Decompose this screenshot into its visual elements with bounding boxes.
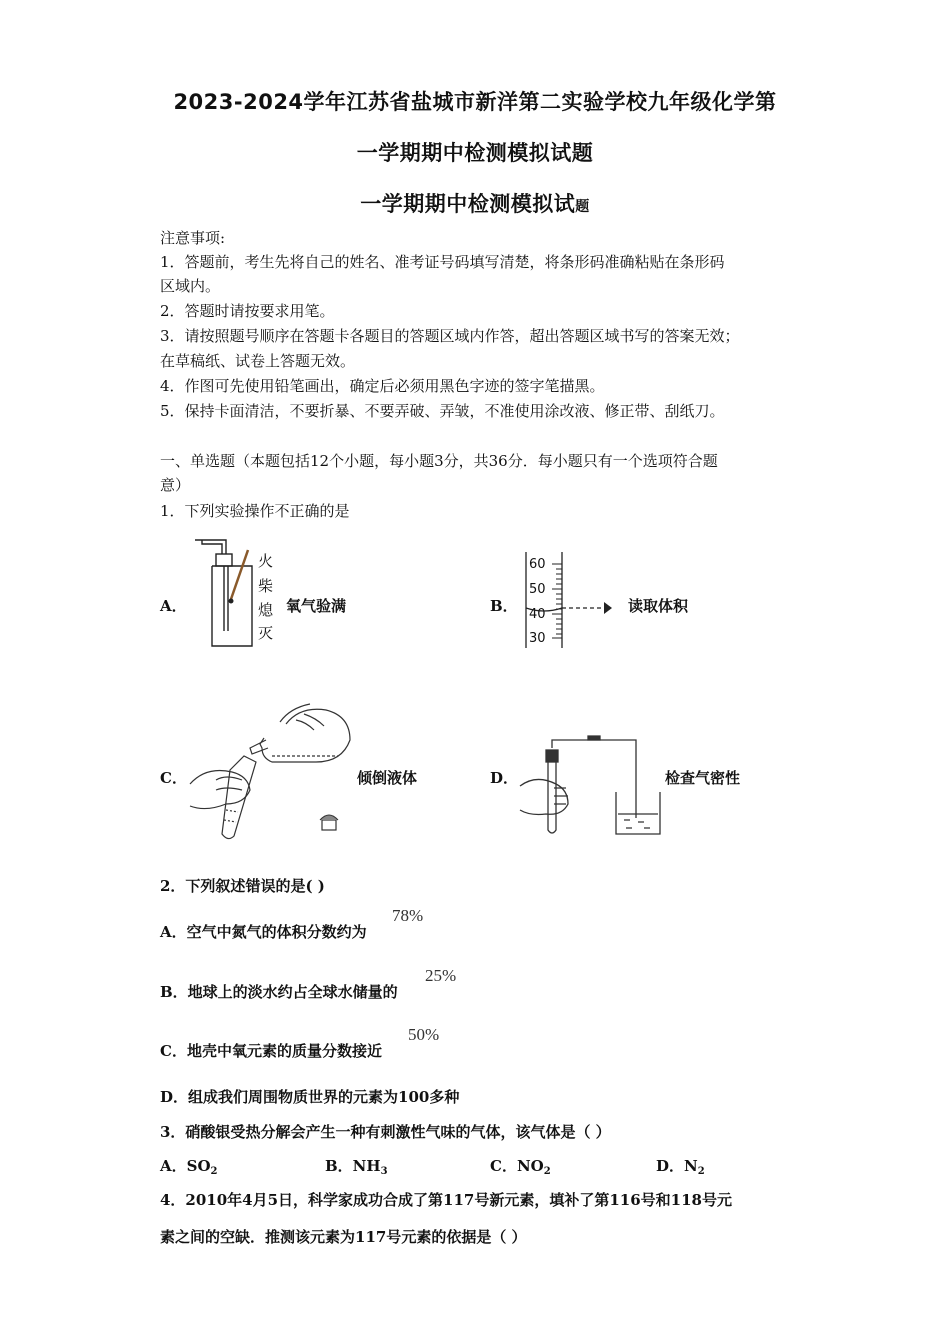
- stopper-icon: [322, 820, 336, 830]
- tick-label: 30: [529, 631, 546, 646]
- q2-option: B．地球上的淡水约占全球水储量的: [160, 983, 398, 1001]
- match-tip-icon: [229, 599, 234, 604]
- notes-item: 5．保持卡面清洁，不要折暴、不要弄破、弄皱，不准使用涂改液、修正带、刮纸刀。: [160, 402, 725, 420]
- page-title-line-3: [0, 188, 950, 218]
- svg-text:60 50 40 30: [529, 557, 550, 646]
- q2-option: C．地壳中氧元素的质量分数接近: [160, 1042, 382, 1060]
- fig-text: 熄: [258, 601, 274, 619]
- q1-option-c-label: 倾倒液体: [357, 769, 418, 787]
- page-title-line-3-small: 题: [575, 199, 590, 215]
- q3-stem: 3．硝酸银受热分解会产生一种有刺激性气味的气体，该气体是（ ）: [160, 1123, 611, 1141]
- q3-option-subscript: 3: [380, 1166, 388, 1177]
- fig-text: 柴: [258, 577, 274, 595]
- tick-label: 50: [529, 582, 546, 597]
- q1-option-b-label: 读取体积: [628, 597, 689, 615]
- fig-text: 灭: [258, 624, 274, 642]
- q2-option-value: 78%: [392, 906, 424, 925]
- section-heading-cont: 意）: [160, 476, 191, 494]
- page-title-line-2: 一学期期中检测模拟试题: [356, 141, 594, 165]
- notes-item: 2．答题时请按要求用笔。: [160, 302, 335, 320]
- q3-option-a: [160, 1154, 218, 1181]
- q3-option-text: A．SO: [160, 1157, 211, 1175]
- q3-option-b: [325, 1154, 388, 1181]
- q1-option-a-label: 氧气验满: [286, 597, 347, 615]
- q4-stem-line-2: 素之间的空缺．推测该元素为117号元素的依据是（ ）: [160, 1228, 527, 1246]
- notes-heading: 注意事项:: [160, 229, 226, 247]
- tick-label: 40: [529, 607, 546, 622]
- q1-option-d-letter: D．: [490, 769, 519, 787]
- svg-text:火 柴 熄 灭: [258, 552, 278, 642]
- fig-text: 火: [258, 552, 274, 570]
- q3-option-c: [490, 1154, 551, 1181]
- q2-option-value: 50%: [408, 1025, 440, 1044]
- tick-label: 60: [529, 557, 546, 572]
- notes-item: 3．请按照题号顺序在答题卡各题目的答题区域内作答，超出答题区域书写的答案无效；: [160, 327, 740, 345]
- q1-option-b-letter: B．: [490, 597, 518, 615]
- q2-stem: 2．下列叙述错误的是( ): [160, 877, 325, 895]
- page-title-line-1: 2023-2024学年江苏省盐城市新洋第二实验学校九年级化学第: [173, 90, 777, 114]
- q3-option-text: D．N: [656, 1157, 698, 1175]
- q2-option: D．组成我们周围物质世界的元素为100多种: [160, 1088, 460, 1106]
- q1-option-a-letter: A．: [160, 597, 187, 615]
- q1-figure-airtightness: [516, 730, 666, 840]
- notes-item: 4．作图可先使用铅笔画出，确定后必须用黑色字迹的签字笔描黑。: [160, 377, 605, 395]
- q1-figure-pouring-liquid: [186, 700, 356, 842]
- q3-option-d: [656, 1154, 705, 1181]
- notes-item: 在草稿纸、试卷上答题无效。: [160, 352, 356, 370]
- q3-option-subscript: 2: [210, 1166, 218, 1177]
- q3-option-text: C．NO: [490, 1157, 544, 1175]
- section-heading: 一、单选题（本题包括12个小题，每小题3分，共36分．每小题只有一个选项符合题: [160, 452, 718, 470]
- q1-stem: 1．下列实验操作不正确的是: [160, 502, 350, 520]
- q3-option-subscript: 2: [697, 1166, 705, 1177]
- q4-stem-line-1: 4．2010年4月5日，科学家成功合成了第117号新元素，填补了第116号和118号元: [160, 1191, 732, 1209]
- q1-figure-oxygen-bottle: [190, 536, 280, 652]
- q3-option-subscript: 2: [543, 1166, 551, 1177]
- page-title-line-3-main: 一学期期中检测模拟试: [360, 192, 576, 216]
- q2-option: A．空气中氮气的体积分数约为: [160, 923, 367, 941]
- q1-option-d-label: 检查气密性: [665, 769, 741, 787]
- q2-option-value: 25%: [425, 966, 457, 985]
- q1-option-c-letter: C．: [160, 769, 187, 787]
- notes-item: 1．答题前，考生先将自己的姓名、准考证号码填写清楚，将条形码准确粘贴在条形码: [160, 253, 725, 271]
- eye-icon: [604, 602, 612, 614]
- notes-item: 区域内。: [160, 277, 221, 295]
- q3-option-text: B．NH: [325, 1157, 381, 1175]
- q1-figure-cylinder: [522, 548, 626, 654]
